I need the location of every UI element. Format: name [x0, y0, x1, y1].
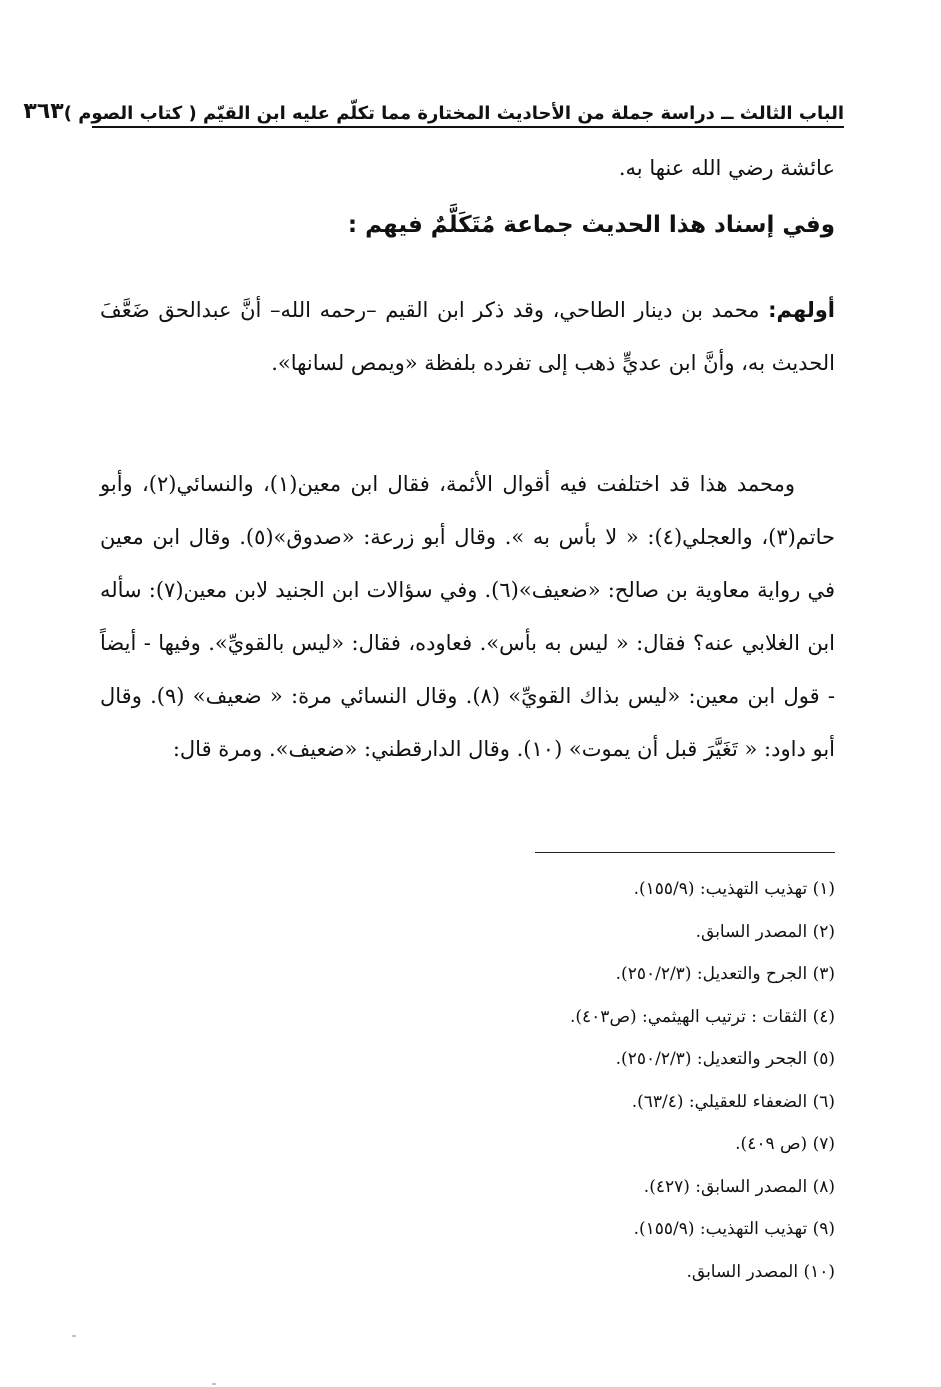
footnote-item: (٥) الجحر والتعديل: (٢٥٠/٢/٣).	[615, 1049, 835, 1069]
footnote-item: (٣) الجرح والتعديل: (٢٥٠/٢/٣).	[615, 964, 835, 984]
footnote-item: (٦) الضعفاء للعقيلي: (٦٣/٤).	[631, 1091, 835, 1112]
footnote-item: (٨) المصدر السابق: (٤٢٧).	[643, 1176, 835, 1197]
footnote-item: (١٠) المصدر السابق.	[686, 1261, 835, 1282]
footnote-item: (٢) المصدر السابق.	[695, 921, 835, 942]
scan-speck	[72, 1335, 76, 1337]
paragraph-first-text: محمد بن دينار الطاحي، وقد ذكر ابن القيم –رحمه الله– أنَّ عبدالحق ضَعَّفَ الحديث به، وأنَّ ابن عديٍّ ذهب إلى تفرده بلفظة «ويمص لسانها».	[100, 298, 835, 375]
intro-line: عائشة رضي الله عنها به.	[618, 156, 835, 180]
running-header	[23, 88, 844, 124]
paragraph-lead: أولهم:	[768, 298, 835, 322]
paragraph-first	[100, 284, 835, 390]
footnote-divider	[535, 852, 835, 853]
footnote-item: (٩) تهذيب التهذيب: (١٥٥/٩).	[633, 1219, 835, 1239]
scan-speck	[212, 1383, 216, 1385]
header-title: الباب الثالث ــ دراسة جملة من الأحاديث المختارة مما تكلّم عليه ابن القيّم ( كتاب الصوم )	[63, 103, 844, 124]
page-number: ٣٦٣	[23, 99, 64, 124]
footnotes	[100, 868, 835, 1293]
paragraph-second: ومحمد هذا قد اختلفت فيه أقوال الأئمة، فقال ابن معين(١)، والنسائي(٢)، وأبو حاتم(٣)، والعجلي(٤): « لا بأس به ». وقال أبو زرعة: «صدوق»(٥). وقال ابن معين في رواية معاوية بن صالح: «ضعيف»(٦). وفي سؤالات ابن الجنيد لابن معين(٧): سأله ابن الغلابي عنه؟ فقال: « ليس به بأس». فعاوده، فقال: «ليس بالقويِّ». وفيها - أيضاً - قول ابن معين: «ليس بذاك القويِّ» (٨). وقال النسائي مرة: « ضعيف» (٩). وقال أبو داود: « تَغَيَّرَ قبل أن يموت» (١٠). وقال الدارقطني: «ضعيف». ومرة قال:	[100, 472, 835, 761]
footnote-item: (٤) الثقات : ترتيب الهيثمي: (ص٤٠٣).	[569, 1006, 835, 1027]
header-divider	[92, 126, 844, 128]
section-heading: وفي إسناد هذا الحديث جماعة مُتَكَلَّمٌ فيهم :	[347, 212, 835, 238]
footnote-item: (٧) (ص ٤٠٩).	[735, 1134, 835, 1154]
footnote-item: (١) تهذيب التهذيب: (١٥٥/٩).	[633, 879, 835, 899]
